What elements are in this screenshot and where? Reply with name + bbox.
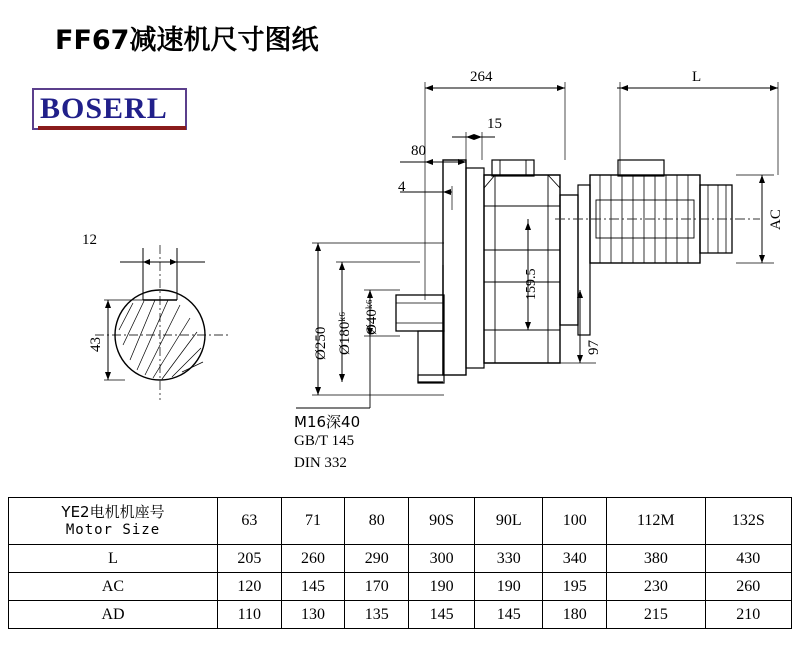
dia-40k6-label: Ø40ᵏ⁶	[364, 299, 380, 335]
table-row	[9, 573, 792, 601]
dim-264-label: 264	[470, 69, 493, 85]
cell-L-80: 290	[345, 545, 409, 573]
cell-L-71: 260	[281, 545, 345, 573]
cell-L-112M: 380	[607, 545, 705, 573]
spec-table-wrap	[8, 497, 792, 629]
cell-AC-100: 195	[543, 573, 607, 601]
cell-AD-112M: 215	[607, 601, 705, 629]
cell-L-100: 340	[543, 545, 607, 573]
cell-AC-90L: 190	[475, 573, 543, 601]
dim-L-label: L	[692, 69, 702, 85]
note-din332: DIN 332	[294, 455, 347, 471]
header-motor-size-cell	[9, 498, 218, 545]
cell-L-132S: 430	[705, 545, 791, 573]
cell-AD-90L: 145	[475, 601, 543, 629]
table-row	[9, 601, 792, 629]
cell-AC-80: 170	[345, 573, 409, 601]
table-row	[9, 545, 792, 573]
cell-L-90L: 330	[475, 545, 543, 573]
cell-AD-132S: 210	[705, 601, 791, 629]
cell-AD-90S: 145	[409, 601, 475, 629]
note-m16: M16深40	[294, 413, 361, 431]
table-header-row	[9, 498, 792, 545]
cell-AD-100: 180	[543, 601, 607, 629]
cell-AC-90S: 190	[409, 573, 475, 601]
dim-97-label: 97	[586, 340, 602, 355]
dim-159-5-label: 159.5	[524, 268, 539, 300]
logo-text: BOSERL	[40, 92, 168, 125]
header-col-90S: 90S	[409, 498, 475, 545]
header-motor-size-cn: YE2电机机座号	[61, 503, 165, 522]
header-col-132S: 132S	[705, 498, 791, 545]
spec-table	[8, 497, 792, 629]
cell-AD-71: 130	[281, 601, 345, 629]
dim-4-label: 4	[398, 179, 406, 195]
dim-12-label: 12	[82, 232, 97, 248]
dia-250-label: Ø250	[313, 326, 329, 360]
dia-180k6-label: Ø180ᵏ⁶	[337, 311, 353, 355]
cell-AC-63: 120	[218, 573, 282, 601]
header-col-63: 63	[218, 498, 282, 545]
header-col-100: 100	[543, 498, 607, 545]
dim-15-label: 15	[487, 116, 502, 132]
dim-43-label: 43	[88, 337, 104, 352]
header-col-71: 71	[281, 498, 345, 545]
cell-AD-80: 135	[345, 601, 409, 629]
dim-80-label: 80	[411, 143, 426, 159]
cell-AC-71: 145	[281, 573, 345, 601]
page-title: FF67减速机尺寸图纸	[55, 25, 319, 56]
row-label-L: L	[9, 545, 218, 573]
note-gbt145: GB/T 145	[294, 433, 355, 449]
cell-AD-63: 110	[218, 601, 282, 629]
row-label-AC: AC	[9, 573, 218, 601]
header-col-80: 80	[345, 498, 409, 545]
header-col-90L: 90L	[475, 498, 543, 545]
header-motor-size-en: Motor Size	[65, 521, 161, 538]
cell-L-90S: 300	[409, 545, 475, 573]
dim-AC-label: AC	[768, 209, 784, 230]
header-col-112M: 112M	[607, 498, 705, 545]
cell-L-63: 205	[218, 545, 282, 573]
row-label-AD: AD	[9, 601, 218, 629]
cell-AC-112M: 230	[607, 573, 705, 601]
cell-AC-132S: 260	[705, 573, 791, 601]
